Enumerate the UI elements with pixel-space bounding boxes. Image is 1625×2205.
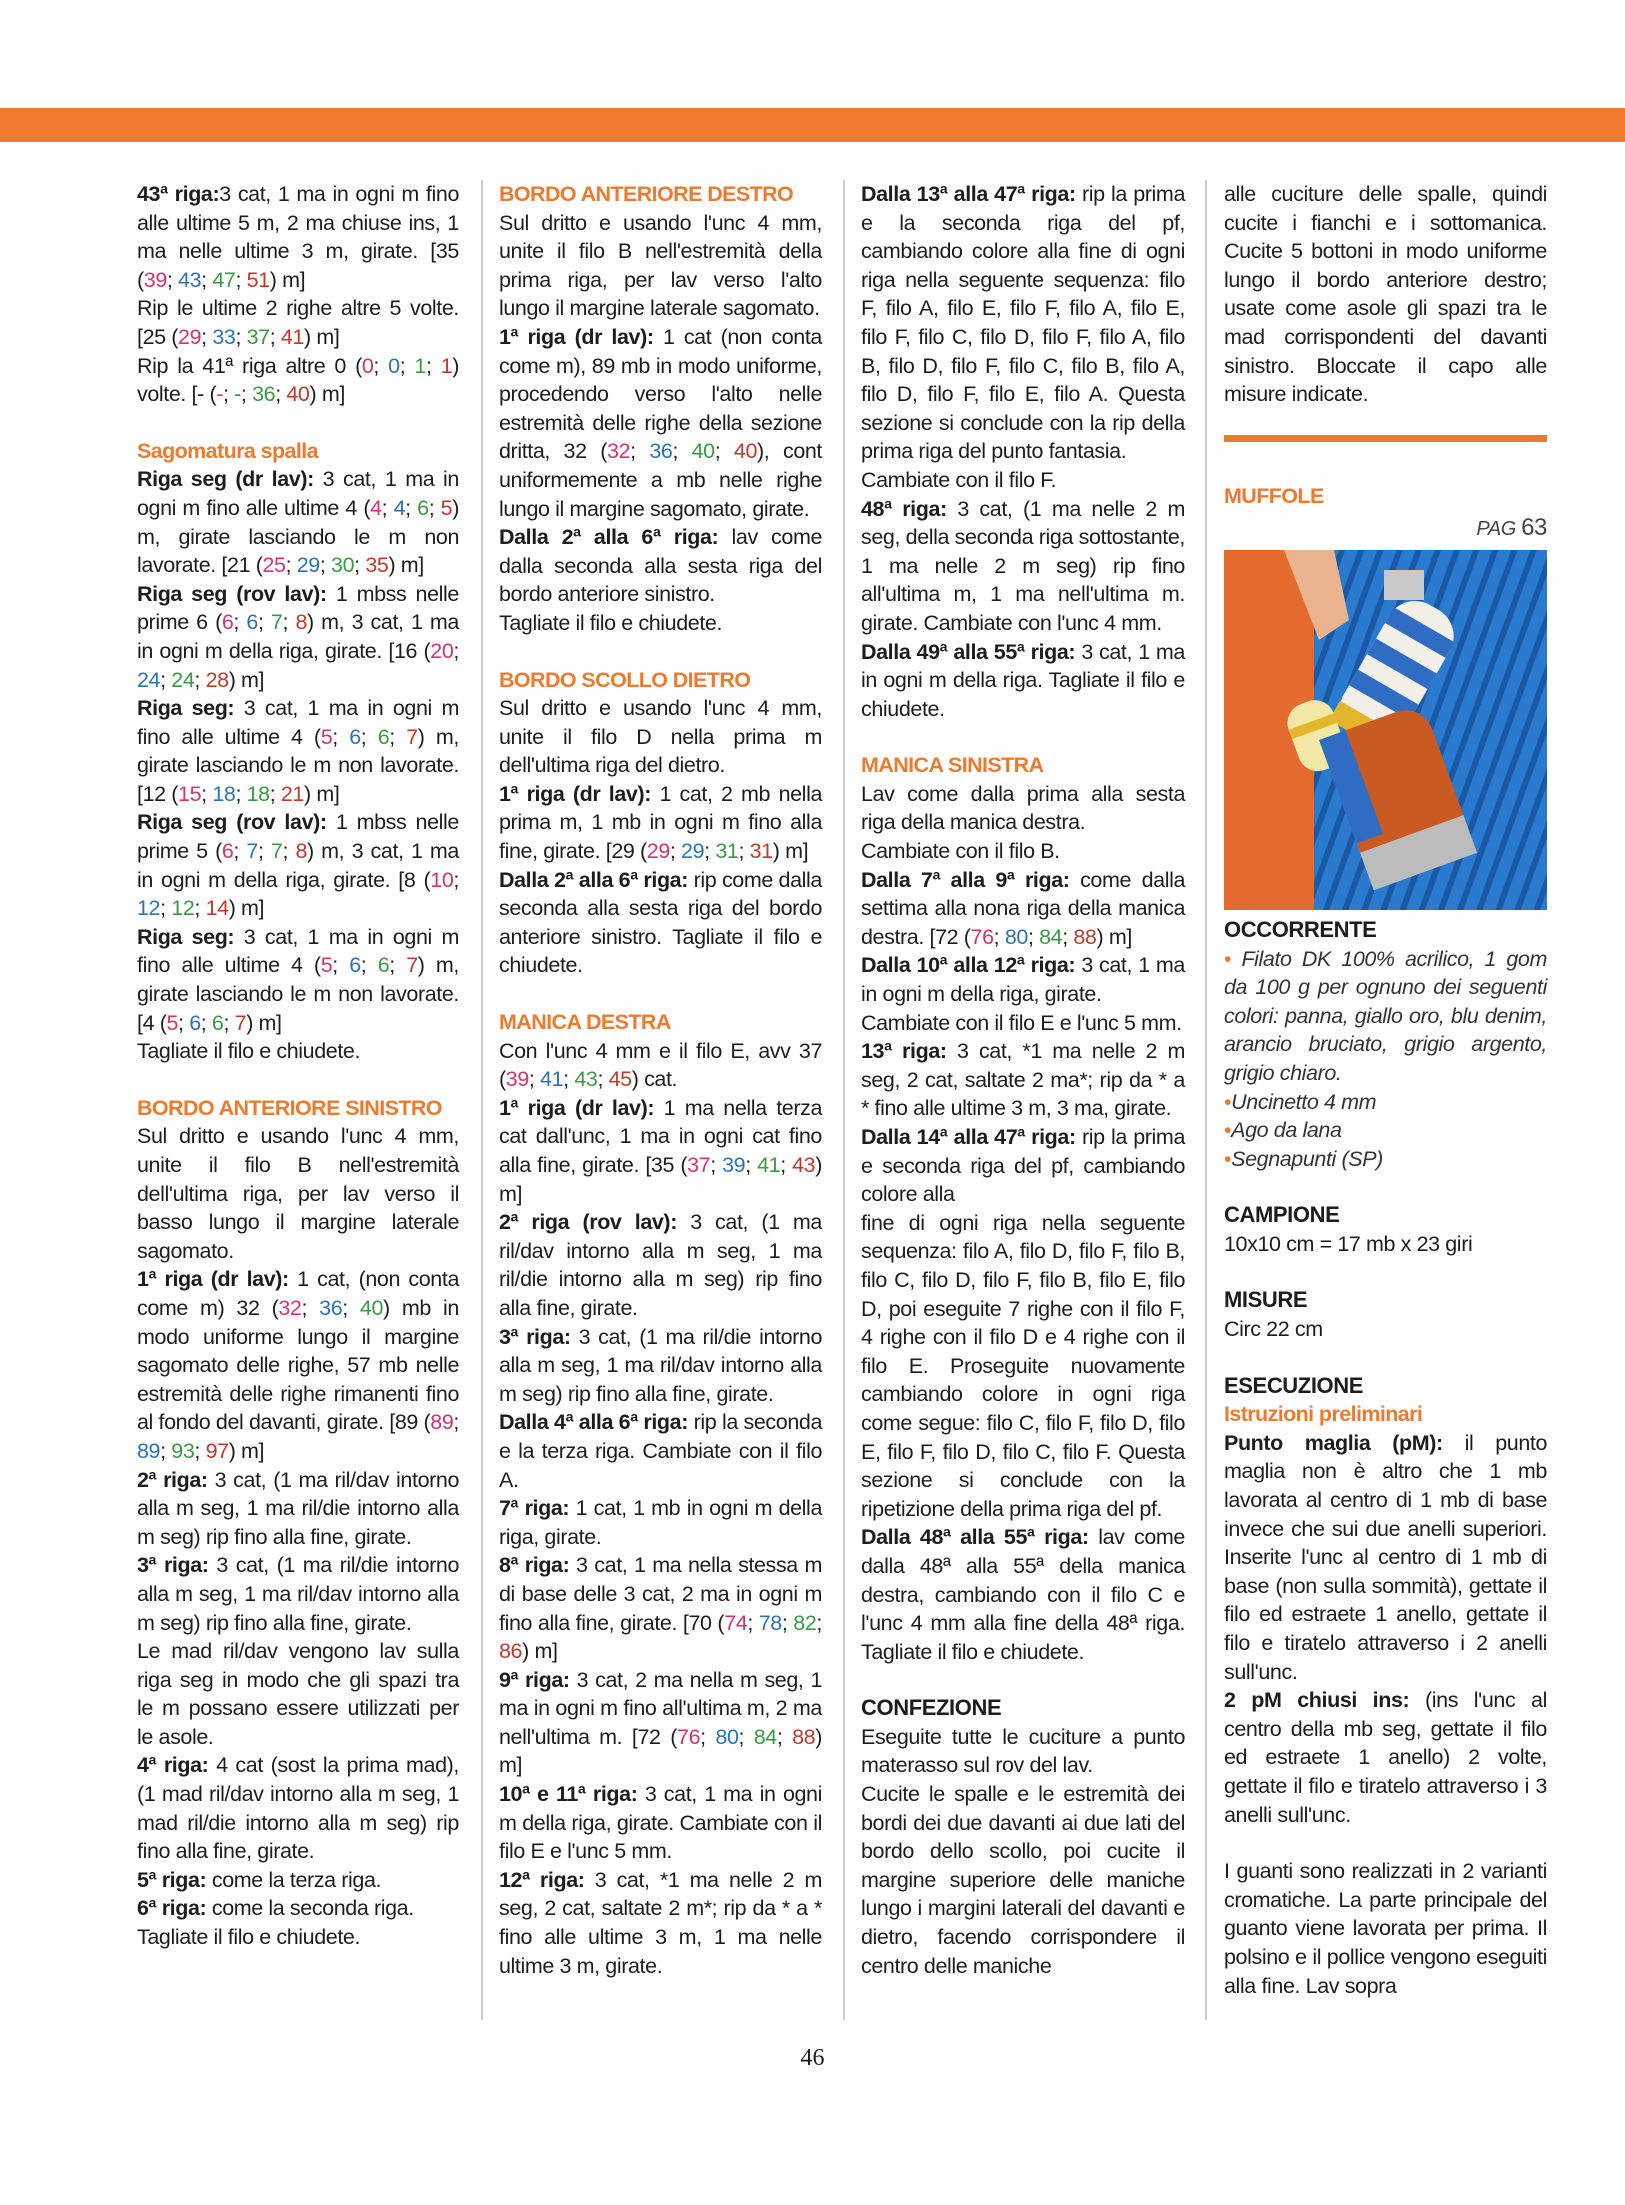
section-title-campione: CAMPIONE <box>1224 1202 1340 1228</box>
section-title-esecuzione: ESECUZIONE <box>1224 1372 1364 1398</box>
section-title-occorrente: OCCORRENTE <box>1224 916 1377 942</box>
section-title-manica-destra: MANICA DESTRA <box>499 1010 671 1035</box>
section-title-bordo-scollo: BORDO SCOLLO DIETRO <box>499 667 751 692</box>
mittens-illustration <box>1224 550 1547 910</box>
column-4: alle cuciture delle spalle, quindi cucite i fianchi e i sottomanica. Cucite 5 bottoni in modo uniforme lungo il bordo anteriore destro; usate come asole gli spazi tra le mad corrispondenti del davanti sinistro. Bloccate il capo alle misure indicate. MUFFOLE PAG 63 OCCORRENTE • Filato DK 100% acrilico, 1 gom da 100 g per ognuno dei seguenti colori: panna, giallo oro, blu denim, arancio bruciato, grigio argento, grigio chiaro. •Uncinetto 4 mm •Ago da lana •Segnapunti (SP) CAMPIONE 10x10 cm = 17 mb x 23 giri MISURE Circ 22 cm ESECUZIONE Istruzioni preliminari Punto maglia (pM): il punto maglia non è altro che 1 mb lavorata al centro di 1 mb di base invece che sui due anelli superiori. Inserite l'unc al centro di 1 mb di base (non sulla sommità), gettate il filo ed estraete 1 anello, gettate il filo e tiratelo attraverso i 2 anelli sull'unc. 2 pM chiusi ins: (ins l'unc al centro della mb seg, gettate il filo ed estraete 1 anello) 2 volte, gettate il filo e tiratelo attraverso i 3 anelli sull'unc. I guanti sono realizzati in 2 varianti cromatiche. La parte principale del guanto viene lavorata per prima. Il polsino e il pollice vengono eseguiti alla fine. Lav sopra <box>1224 182 1548 1998</box>
section-title-bordo-ant-destro: BORDO ANTERIORE DESTRO <box>499 182 794 206</box>
page-reference: PAG 63 <box>1476 514 1547 542</box>
section-title-muffole: MUFFOLE <box>1224 483 1324 508</box>
column-3: Dalla 13ª alla 47ª riga: rip la prima e la seconda riga del pf, cambiando colore alla fine di ogni riga nella seguente sequenza: filo F, filo A, filo E, filo F, filo A, filo E, filo F, filo C, filo D, filo F, filo A, filo B, filo D, filo F, filo C, filo B, filo A, filo D, filo F, filo E, filo A. Questa sezione si conclude con la rip della prima riga del punto fantasia. Cambiate con il filo F. 48ª riga: 3 cat, (1 ma nelle 2 m seg, della seconda riga sottostante, 1 ma nelle 2 m seg) rip fino all'ultima m, 1 ma nell'ultima m. girate. Cambiate con l'unc 4 mm. Dalla 49ª alla 55ª riga: 3 cat, 1 ma in ogni m della riga. Tagliate il filo e chiudete. MANICA SINISTRA Lav come dalla prima alla sesta riga della manica destra. Cambiate con il filo B. Dalla 7ª alla 9ª riga: come dalla settima alla nona riga della manica destra. [72 (76; 80; 84; 88) m] Dalla 10ª alla 12ª riga: 3 cat, 1 ma in ogni m della riga, girate. Cambiate con il filo E e l'unc 5 mm. 13ª riga: 3 cat, *1 ma nelle 2 m seg, 2 cat, saltate 2 ma*; rip da * a * fino alle ultime 3 m, 3 ma, girate. Dalla 14ª alla 47ª riga: rip la prima e seconda riga del pf, cambiando colore alla fine di ogni riga nella seguente sequenza: filo A, filo D, filo F, filo B, filo C, filo D, filo F, filo B, filo E, filo D, poi eseguite 7 righe con il filo F, 4 righe con il filo D e 4 righe con il filo E. Proseguite nuovamente cambiando colore in ogni riga come segue: filo C, filo F, filo D, filo E, filo F, filo D, filo C, filo F. Questa sezione si conclude con la ripetizione della prima riga del pf. Dalla 48ª alla 55ª riga: lav come dalla 48ª alla 55ª della manica destra, cambiando con il filo C e l'unc 4 mm alla fine della 48ª riga. Tagliate il filo e chiudete. CONFEZIONE Eseguite tutte le cuciture a punto materasso sul rov del lav. Cucite le spalle e le estremità dei bordi dei due davanti ai due lati del bordo dello scollo, poi cucite il margine superiore delle maniche lungo i margini laterali del davanti e dietro, facendo corrispondere il centro delle maniche <box>861 182 1186 1978</box>
column-divider <box>481 180 483 2020</box>
column-divider <box>1205 180 1207 2020</box>
column-2: BORDO ANTERIORE DESTRO Sul dritto e usando l'unc 4 mm, unite il filo B nell'estremità della prima riga, per lav verso l'alto lungo il margine laterale sagomato. 1ª riga (dr lav): 1 cat (non conta come m), 89 mb in modo uniforme, procedendo verso l'alto nelle estremità delle righe della sezione dritta, 32 (32; 36; 40; 40), cont uniformemente a mb nelle righe lungo il margine sagomato, girate. Dalla 2ª alla 6ª riga: lav come dalla seconda alla sesta riga del bordo anteriore sinistro. Tagliate il filo e chiudete. BORDO SCOLLO DIETRO Sul dritto e usando l'unc 4 mm, unite il filo D nella prima m dell'ultima riga del dietro. 1ª riga (dr lav): 1 cat, 2 mb nella prima m, 1 mb in ogni m fino alla fine, girate. [29 (29; 29; 31; 31) m] Dalla 2ª alla 6ª riga: rip come dalla seconda alla sesta riga del bordo anteriore sinistro. Tagliate il filo e chiudete. MANICA DESTRA Con l'unc 4 mm e il filo E, avv 37 (39; 41; 43; 45) cat. 1ª riga (dr lav): 1 ma nella terza cat dall'unc, 1 ma in ogni cat fino alla fine, girate. [35 (37; 39; 41; 43) m] 2ª riga (rov lav): 3 cat, (1 ma ril/dav intorno alla m seg, 1 ma ril/die intorno alla m seg) rip fino alla fine, girate. 3ª riga: 3 cat, (1 ma ril/die intorno alla m seg, 1 ma ril/dav intorno alla m seg) rip fino alla fine, girate. Dalla 4ª alla 6ª riga: rip la seconda e la terza riga. Cambiate con il filo A. 7ª riga: 1 cat, 1 mb in ogni m della riga, girate. 8ª riga: 3 cat, 1 ma nella stessa m di base delle 3 cat, 2 ma in ogni m fino alla fine, girate. [70 (74; 78; 82; 86) m] 9ª riga: 3 cat, 2 ma nella m seg, 1 ma in ogni m fino all'ultima m, 2 ma nell'ultima m. [72 (76; 80; 84; 88) m] 10ª e 11ª riga: 3 cat, 1 ma in ogni m della riga, girate. Cambiate con il filo E e l'unc 5 mm. 12ª riga: 3 cat, *1 ma nelle 2 m seg, 2 cat, saltate 2 m*; rip da * a * fino alle ultime 3 m, 1 ma nelle ultime 3 m, girate. <box>499 182 823 1978</box>
column-1: 43ª riga:3 cat, 1 ma in ogni m fino alle ultime 5 m, 2 ma chiuse ins, 1 ma nelle ultime 3 m, girate. [35 (39; 43; 47; 51) m] Rip le ultime 2 righe altre 5 volte. [25 (29; 33; 37; 41) m] Rip la 41ª riga altre 0 (0; 0; 1; 1) volte. [- (-; -; 36; 40) m] Sagomatura spalla Riga seg (dr lav): 3 cat, 1 ma in ogni m fino alle ultime 4 (4; 4; 6; 5) m, girate lasciando le m non lavorate. [21 (25; 29; 30; 35) m] Riga seg (rov lav): 1 mbss nelle prime 6 (6; 6; 7; 8) m, 3 cat, 1 ma in ogni m della riga, girate. [16 (20; 24; 24; 28) m] Riga seg: 3 cat, 1 ma in ogni m fino alle ultime 4 (5; 6; 6; 7) m, girate lasciando le m non lavorate. [12 (15; 18; 18; 21) m] Riga seg (rov lav): 1 mbss nelle prime 5 (6; 7; 7; 8) m, 3 cat, 1 ma in ogni m della riga, girate. [8 (10; 12; 12; 14) m] Riga seg: 3 cat, 1 ma in ogni m fino alle ultime 4 (5; 6; 6; 7) m, girate lasciando le m non lavorate. [4 (5; 6; 6; 7) m] Tagliate il filo e chiudete. BORDO ANTERIORE SINISTRO Sul dritto e usando l'unc 4 mm, unite il filo B nell'estremità dell'ultima riga, per lav verso il basso lungo il margine laterale sagomato. 1ª riga (dr lav): 1 cat, (non conta come m) 32 (32; 36; 40) mb in modo uniforme lungo il margine sagomato delle righe, 57 mb nelle estremità delle righe rimanenti fino al fondo del davanti, girate. [89 (89; 89; 93; 97) m] 2ª riga: 3 cat, (1 ma ril/dav intorno alla m seg, 1 ma ril/die intorno alla m seg) rip fino alla fine, girate. 3ª riga: 3 cat, (1 ma ril/die intorno alla m seg, 1 ma ril/dav intorno alla m seg) rip fino alla fine, girate. Le mad ril/dav vengono lav sulla riga seg in modo che gli spazi tra le m possano essere utilizzati per le asole. 4ª riga: 4 cat (sost la prima mad), (1 mad ril/dav intorno alla m seg, 1 mad ril/die intorno alla m seg) rip fino alla fine, girate. 5ª riga: come la terza riga. 6ª riga: come la seconda riga. Tagliate il filo e chiudete. <box>137 182 460 1950</box>
column-divider <box>843 180 845 2020</box>
section-title-sagomatura: Sagomatura spalla <box>137 438 318 463</box>
section-title-confezione: CONFEZIONE <box>861 1695 1002 1721</box>
orange-rule <box>1224 435 1547 442</box>
section-title-misure: MISURE <box>1224 1287 1308 1313</box>
section-title-bordo-ant-sinistro: BORDO ANTERIORE SINISTRO <box>137 1095 442 1120</box>
header-orange-bar <box>0 108 1625 142</box>
subsection-istruzioni: Istruzioni preliminari <box>1224 1402 1423 1427</box>
mittens-photo <box>1224 550 1547 910</box>
section-title-manica-sinistra: MANICA SINISTRA <box>861 753 1044 778</box>
page-number: 46 <box>800 2045 825 2071</box>
